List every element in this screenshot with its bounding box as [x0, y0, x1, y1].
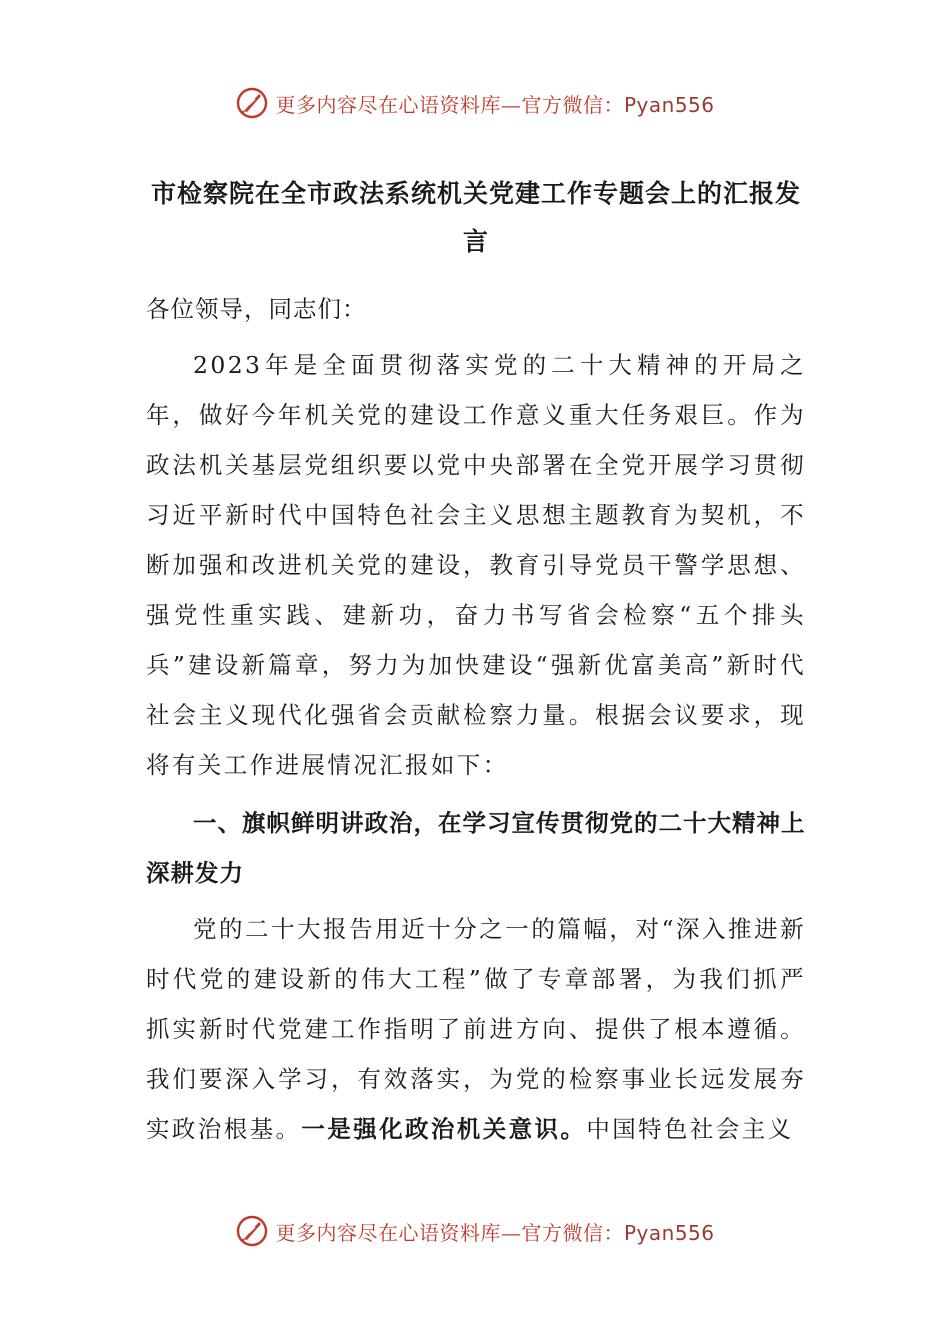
- header-banner: [0, 80, 950, 126]
- quill-logo-icon: [235, 86, 269, 120]
- point-1-label: 一是强化政治机关意识。: [301, 1115, 587, 1143]
- point-1-text: 中国特色社会主义: [586, 1115, 794, 1143]
- wechat-id: Pyan556: [623, 92, 715, 117]
- document-body: [146, 160, 806, 1154]
- banner-text: 更多内容尽在心语资料库—官方微信：Pyan556: [275, 1220, 715, 1245]
- document-title: 市检察院在全市政法系统机关党建工作专题会上的汇报发言: [150, 179, 801, 256]
- quill-logo-icon: [235, 1214, 269, 1248]
- section-1-text: 党的二十大报告用近十分之一的篇幅，对“深入推进新时代党的建设新的伟大工程”做了专章部署，为我们抓严抓实新时代党建工作指明了前进方向、提供了根本遵循。我们要深入学习，有效落实，为党的检察事业长远发展夯实政治根基。: [146, 915, 806, 1143]
- section-1-heading: 一、旗帜鲜明讲政治，在学习宣传贯彻党的二十大精神上深耕发力: [146, 809, 806, 887]
- section-1-paragraph: [146, 904, 806, 1154]
- footer-banner: [0, 1208, 950, 1254]
- banner-text: 更多内容尽在心语资料库—官方微信：Pyan556: [275, 92, 715, 117]
- intro-paragraph: 2023年是全面贯彻落实党的二十大精神的开局之年，做好今年机关党的建设工作意义重大任务艰巨。作为政法机关基层党组织要以党中央部署在全党开展学习贯彻习近平新时代中国特色社会主义思想主题教育为契机，不断加强和改进机关党的建设，教育引导党员干警学思想、强党性重实践、建新功，奋力书写省会检察“五个排头兵”建设新篇章，努力为加快建设“强新优富美高”新时代社会主义现代化强省会贡献检察力量。根据会议要求，现将有关工作进展情况汇报如下：: [146, 351, 806, 779]
- wechat-id: Pyan556: [623, 1220, 715, 1245]
- greeting: 各位领导，同志们：: [146, 295, 367, 323]
